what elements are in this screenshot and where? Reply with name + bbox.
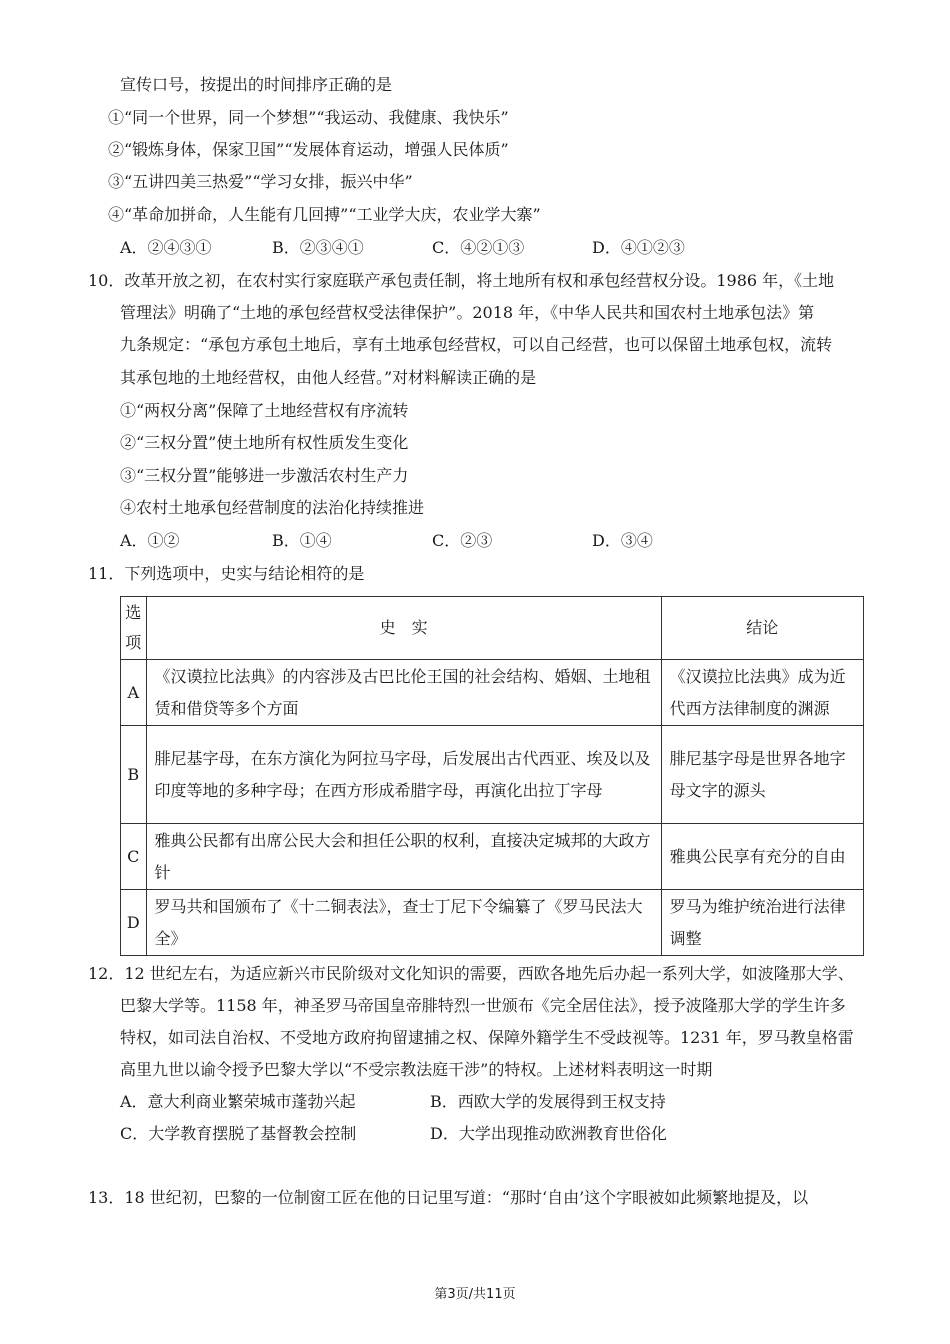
q10-item-1: ①“两权分离”保障了土地经营权有序流转 xyxy=(120,401,409,420)
q12-option-a: A．意大利商业繁荣城市蓬勃兴起 xyxy=(120,1092,356,1111)
q9-stem-continuation: 宣传口号，按提出的时间排序正确的是 xyxy=(120,75,393,94)
row-fact: 《汉谟拉比法典》的内容涉及古巴比伦王国的社会结构、婚姻、土地租赁和借贷等多个方面 xyxy=(146,660,661,726)
q9-item-4: ④“革命加拼命，人生能有几回搏”“工业学大庆，农业学大寨” xyxy=(108,205,541,224)
q11-table xyxy=(120,596,864,956)
q11-stem: 11．下列选项中，史实与结论相符的是 xyxy=(88,564,365,583)
q10-stem-line-3: 九条规定：“承包方承包土地后，享有土地承包经营权，可以自己经营，也可以保留土地承包权，流转 xyxy=(120,335,833,354)
q10-item-2: ②“三权分置”使土地所有权性质发生变化 xyxy=(120,433,409,452)
row-conclusion: 《汉谟拉比法典》成为近代西方法律制度的渊源 xyxy=(661,660,863,726)
row-option: A xyxy=(121,660,147,726)
q12-stem-line-3: 特权，如司法自治权、不受地方政府拘留逮捕之权、保障外籍学生不受歧视等。1231 年，罗马教皇格雷 xyxy=(120,1028,854,1047)
row-option: C xyxy=(121,824,147,890)
q9-item-1: ①“同一个世界，同一个梦想”“我运动、我健康、我快乐” xyxy=(108,108,509,127)
row-option: D xyxy=(121,890,147,956)
q10-item-3: ③“三权分置”能够进一步激活农村生产力 xyxy=(120,466,409,485)
q10-option-b: B．①④ xyxy=(272,531,332,550)
row-option: B xyxy=(121,726,147,824)
table-row xyxy=(121,824,864,890)
q9-option-a: A．②④③① xyxy=(120,238,212,257)
q10-stem-line-1: 10．改革开放之初，在农村实行家庭联产承包责任制，将土地所有权和承包经营权分设。1986 年，《土地 xyxy=(88,271,835,290)
row-fact: 罗马共和国颁布了《十二铜表法》，查士丁尼下令编纂了《罗马民法大全》 xyxy=(146,890,661,956)
q10-option-a: A．①② xyxy=(120,531,180,550)
q10-option-d: D．③④ xyxy=(592,531,653,550)
q9-option-b: B．②③④① xyxy=(272,238,364,257)
q9-option-c: C．④②①③ xyxy=(432,238,525,257)
q10-option-c: C．②③ xyxy=(432,531,493,550)
row-conclusion: 腓尼基字母是世界各地字母文字的源头 xyxy=(661,726,863,824)
q12-option-c: C．大学教育摆脱了基督教会控制 xyxy=(120,1124,357,1143)
table-header-row xyxy=(121,597,864,660)
q12-stem-line-2: 巴黎大学等。1158 年，神圣罗马帝国皇帝腓特烈一世颁布《完全居住法》，授予波隆那大学的学生许多 xyxy=(120,996,846,1015)
q9-item-2: ②“锻炼身体，保家卫国”“发展体育运动，增强人民体质” xyxy=(108,140,509,159)
q12-stem-line-1: 12．12 世纪左右，为适应新兴市民阶级对文化知识的需要，西欧各地先后办起一系列大学，如波隆那大学、 xyxy=(88,964,854,983)
row-conclusion: 罗马为维护统治进行法律调整 xyxy=(661,890,863,956)
row-conclusion: 雅典公民享有充分的自由 xyxy=(661,824,863,890)
q12-option-d: D．大学出现推动欧洲教育世俗化 xyxy=(430,1124,667,1143)
table-row xyxy=(121,726,864,824)
header-option: 选项 xyxy=(121,597,147,660)
page-number-footer: 第3页/共11页 xyxy=(434,1287,516,1302)
q10-stem-line-2: 管理法》明确了“土地的承包经营权受法律保护”。2018 年，《中华人民共和国农村土地承包法》第 xyxy=(120,303,815,322)
header-conclusion: 结论 xyxy=(661,597,863,660)
q9-item-3: ③“五讲四美三热爱”“学习女排，振兴中华” xyxy=(108,172,413,191)
row-fact: 雅典公民都有出席公民大会和担任公职的权利，直接决定城邦的大政方针 xyxy=(146,824,661,890)
table-row xyxy=(121,660,864,726)
q10-item-4: ④农村土地承包经营制度的法治化持续推进 xyxy=(120,498,425,517)
table-row xyxy=(121,890,864,956)
row-fact: 腓尼基字母，在东方演化为阿拉马字母，后发展出古代西亚、埃及以及印度等地的多种字母；在西方形成希腊字母，再演化出拉丁字母 xyxy=(146,726,661,824)
q9-option-d: D．④①②③ xyxy=(592,238,685,257)
header-fact: 史 实 xyxy=(146,597,661,660)
q12-option-b: B．西欧大学的发展得到王权支持 xyxy=(430,1092,666,1111)
q13-stem-line-1: 13．18 世纪初，巴黎的一位制窗工匠在他的日记里写道：“那时‘自由’这个字眼被如此频繁地提及，以 xyxy=(88,1188,809,1207)
q10-stem-line-4: 其承包地的土地经营权，由他人经营。”对材料解读正确的是 xyxy=(120,368,537,387)
q12-stem-line-4: 高里九世以谕令授予巴黎大学以“不受宗教法庭干涉”的特权。上述材料表明这一时期 xyxy=(120,1060,713,1079)
